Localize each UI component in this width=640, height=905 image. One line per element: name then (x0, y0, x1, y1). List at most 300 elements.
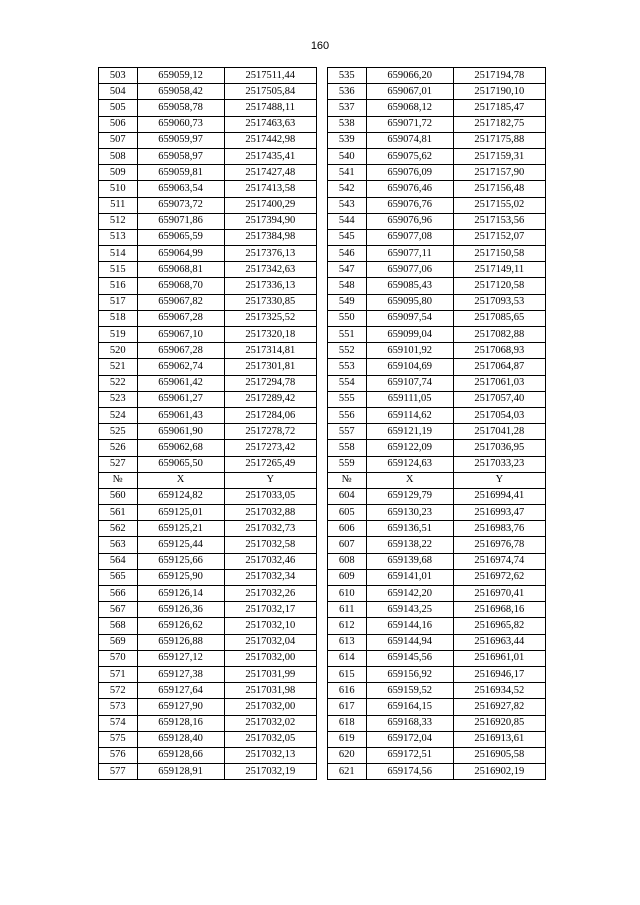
header-num: № (99, 472, 138, 488)
column-gap (316, 537, 327, 553)
left-cell-x: 659058,97 (137, 148, 224, 164)
right-cell-x: 659066,20 (366, 68, 453, 84)
column-gap (316, 699, 327, 715)
column-gap (316, 569, 327, 585)
right-cell-num: 552 (328, 343, 367, 359)
left-cell-y: 2517032,00 (224, 699, 316, 715)
table-row (99, 440, 546, 456)
column-gap (316, 586, 327, 602)
left-cell-num: 506 (99, 116, 138, 132)
right-cell-x: 659085,43 (366, 278, 453, 294)
right-cell-num: 546 (328, 246, 367, 262)
coordinates-section-1 (99, 68, 546, 473)
right-cell-x: 659159,52 (366, 683, 453, 699)
table-row (99, 213, 546, 229)
column-gap (316, 132, 327, 148)
column-gap (316, 197, 327, 213)
left-cell-y: 2517394,90 (224, 213, 316, 229)
coordinates-table (98, 67, 546, 780)
column-gap (316, 100, 327, 116)
table-row (99, 618, 546, 634)
left-cell-y: 2517442,98 (224, 132, 316, 148)
left-cell-num: 508 (99, 148, 138, 164)
right-cell-x: 659144,94 (366, 634, 453, 650)
left-cell-y: 2517033,05 (224, 488, 316, 504)
right-cell-num: 558 (328, 440, 367, 456)
right-cell-y: 2517194,78 (453, 68, 545, 84)
left-cell-num: 523 (99, 391, 138, 407)
right-cell-y: 2516976,78 (453, 537, 545, 553)
left-cell-x: 659073,72 (137, 197, 224, 213)
right-cell-x: 659142,20 (366, 586, 453, 602)
right-cell-y: 2516927,82 (453, 699, 545, 715)
table-row (99, 84, 546, 100)
right-cell-x: 659130,23 (366, 505, 453, 521)
column-gap (316, 521, 327, 537)
column-gap (316, 602, 327, 618)
right-cell-num: 542 (328, 181, 367, 197)
right-cell-y: 2517057,40 (453, 391, 545, 407)
right-cell-num: 544 (328, 213, 367, 229)
table-row (99, 294, 546, 310)
left-cell-y: 2517032,02 (224, 715, 316, 731)
right-cell-y: 2517082,88 (453, 327, 545, 343)
left-cell-x: 659128,66 (137, 747, 224, 763)
left-cell-num: 568 (99, 618, 138, 634)
left-cell-x: 659125,21 (137, 521, 224, 537)
column-gap (316, 327, 327, 343)
left-cell-y: 2517032,88 (224, 505, 316, 521)
right-cell-x: 659074,81 (366, 132, 453, 148)
left-cell-y: 2517505,84 (224, 84, 316, 100)
right-cell-x: 659076,46 (366, 181, 453, 197)
left-cell-y: 2517376,13 (224, 246, 316, 262)
column-gap (316, 424, 327, 440)
table-row (99, 165, 546, 181)
column-gap (316, 181, 327, 197)
column-gap (316, 472, 327, 488)
right-cell-y: 2516946,17 (453, 666, 545, 682)
table-row (99, 488, 546, 504)
left-cell-x: 659127,90 (137, 699, 224, 715)
table-row (99, 391, 546, 407)
left-cell-x: 659061,90 (137, 424, 224, 440)
right-cell-y: 2517175,88 (453, 132, 545, 148)
left-cell-x: 659058,42 (137, 84, 224, 100)
right-cell-y: 2517068,93 (453, 343, 545, 359)
left-cell-num: 525 (99, 424, 138, 440)
right-cell-x: 659172,04 (366, 731, 453, 747)
left-cell-num: 517 (99, 294, 138, 310)
left-cell-x: 659126,36 (137, 602, 224, 618)
left-cell-y: 2517032,73 (224, 521, 316, 537)
left-cell-num: 512 (99, 213, 138, 229)
left-cell-x: 659059,97 (137, 132, 224, 148)
right-cell-y: 2516994,41 (453, 488, 545, 504)
table-row (99, 666, 546, 682)
right-cell-x: 659097,54 (366, 310, 453, 326)
left-cell-y: 2517435,41 (224, 148, 316, 164)
right-cell-num: 610 (328, 586, 367, 602)
left-cell-num: 515 (99, 262, 138, 278)
left-cell-x: 659060,73 (137, 116, 224, 132)
left-cell-num: 571 (99, 666, 138, 682)
right-cell-x: 659124,63 (366, 456, 453, 472)
table-row (99, 68, 546, 84)
coordinates-section-2 (99, 488, 546, 779)
left-cell-num: 526 (99, 440, 138, 456)
column-gap (316, 747, 327, 763)
left-cell-y: 2517032,13 (224, 747, 316, 763)
left-cell-num: 513 (99, 229, 138, 245)
left-cell-x: 659125,44 (137, 537, 224, 553)
right-cell-num: 557 (328, 424, 367, 440)
right-cell-num: 618 (328, 715, 367, 731)
right-cell-y: 2517036,95 (453, 440, 545, 456)
left-cell-x: 659061,42 (137, 375, 224, 391)
left-cell-x: 659126,88 (137, 634, 224, 650)
table-row (99, 424, 546, 440)
left-cell-x: 659128,16 (137, 715, 224, 731)
column-gap (316, 456, 327, 472)
left-cell-y: 2517032,00 (224, 650, 316, 666)
left-cell-num: 527 (99, 456, 138, 472)
table-row (99, 197, 546, 213)
left-cell-x: 659065,50 (137, 456, 224, 472)
left-cell-num: 572 (99, 683, 138, 699)
left-cell-x: 659071,86 (137, 213, 224, 229)
column-gap (316, 213, 327, 229)
left-cell-num: 561 (99, 505, 138, 521)
page-number: 160 (310, 40, 330, 52)
left-cell-x: 659067,10 (137, 327, 224, 343)
right-cell-x: 659114,62 (366, 407, 453, 423)
left-cell-y: 2517032,34 (224, 569, 316, 585)
right-cell-num: 539 (328, 132, 367, 148)
right-cell-num: 606 (328, 521, 367, 537)
left-cell-num: 567 (99, 602, 138, 618)
left-cell-x: 659124,82 (137, 488, 224, 504)
right-cell-y: 2517185,47 (453, 100, 545, 116)
right-cell-x: 659067,01 (366, 84, 453, 100)
column-gap (316, 246, 327, 262)
left-cell-x: 659126,62 (137, 618, 224, 634)
left-cell-num: 504 (99, 84, 138, 100)
right-cell-num: 619 (328, 731, 367, 747)
left-cell-y: 2517032,26 (224, 586, 316, 602)
right-cell-num: 615 (328, 666, 367, 682)
column-gap (316, 84, 327, 100)
right-cell-y: 2516968,16 (453, 602, 545, 618)
left-cell-num: 569 (99, 634, 138, 650)
right-cell-x: 659076,96 (366, 213, 453, 229)
table-row (99, 375, 546, 391)
right-cell-x: 659111,05 (366, 391, 453, 407)
table-row (99, 553, 546, 569)
table-row (99, 407, 546, 423)
table-row (99, 456, 546, 472)
left-cell-y: 2517488,11 (224, 100, 316, 116)
left-cell-y: 2517031,98 (224, 683, 316, 699)
right-cell-y: 2516983,76 (453, 521, 545, 537)
right-cell-y: 2517182,75 (453, 116, 545, 132)
right-cell-num: 549 (328, 294, 367, 310)
left-cell-num: 519 (99, 327, 138, 343)
table-row (99, 747, 546, 763)
right-cell-num: 556 (328, 407, 367, 423)
left-cell-y: 2517294,78 (224, 375, 316, 391)
header-x: X (137, 472, 224, 488)
left-cell-num: 503 (99, 68, 138, 84)
right-cell-x: 659071,72 (366, 116, 453, 132)
table-row (99, 262, 546, 278)
left-cell-num: 516 (99, 278, 138, 294)
table-row (99, 683, 546, 699)
left-cell-num: 511 (99, 197, 138, 213)
column-gap (316, 666, 327, 682)
right-cell-num: 620 (328, 747, 367, 763)
table-row (99, 569, 546, 585)
right-cell-x: 659141,01 (366, 569, 453, 585)
left-cell-num: 521 (99, 359, 138, 375)
column-gap (316, 731, 327, 747)
table-row (99, 634, 546, 650)
right-cell-y: 2517150,58 (453, 246, 545, 262)
left-cell-x: 659126,14 (137, 586, 224, 602)
left-cell-y: 2517032,17 (224, 602, 316, 618)
left-cell-num: 564 (99, 553, 138, 569)
column-gap (316, 618, 327, 634)
right-cell-y: 2516961,01 (453, 650, 545, 666)
header-x: X (366, 472, 453, 488)
right-cell-x: 659095,80 (366, 294, 453, 310)
header-y: Y (453, 472, 545, 488)
right-cell-num: 605 (328, 505, 367, 521)
right-cell-num: 543 (328, 197, 367, 213)
left-cell-x: 659065,59 (137, 229, 224, 245)
left-cell-num: 562 (99, 521, 138, 537)
right-cell-y: 2517093,53 (453, 294, 545, 310)
column-gap (316, 553, 327, 569)
column-gap (316, 262, 327, 278)
right-cell-x: 659077,08 (366, 229, 453, 245)
left-cell-num: 524 (99, 407, 138, 423)
left-cell-y: 2517265,49 (224, 456, 316, 472)
left-cell-x: 659059,81 (137, 165, 224, 181)
column-gap (316, 165, 327, 181)
right-cell-y: 2517190,10 (453, 84, 545, 100)
table-row (99, 246, 546, 262)
table-row (99, 343, 546, 359)
right-cell-num: 553 (328, 359, 367, 375)
left-cell-y: 2517336,13 (224, 278, 316, 294)
left-cell-y: 2517330,85 (224, 294, 316, 310)
left-cell-x: 659125,90 (137, 569, 224, 585)
right-cell-y: 2517120,58 (453, 278, 545, 294)
left-cell-num: 522 (99, 375, 138, 391)
left-cell-y: 2517032,05 (224, 731, 316, 747)
right-cell-y: 2517041,28 (453, 424, 545, 440)
right-cell-num: 613 (328, 634, 367, 650)
left-cell-y: 2517400,29 (224, 197, 316, 213)
left-cell-y: 2517273,42 (224, 440, 316, 456)
left-cell-x: 659062,74 (137, 359, 224, 375)
right-cell-x: 659129,79 (366, 488, 453, 504)
right-cell-y: 2517033,23 (453, 456, 545, 472)
right-cell-y: 2516972,62 (453, 569, 545, 585)
right-cell-num: 541 (328, 165, 367, 181)
right-cell-num: 551 (328, 327, 367, 343)
right-cell-x: 659099,04 (366, 327, 453, 343)
table-row (99, 602, 546, 618)
right-cell-num: 614 (328, 650, 367, 666)
right-cell-num: 545 (328, 229, 367, 245)
left-cell-y: 2517284,06 (224, 407, 316, 423)
right-cell-x: 659143,25 (366, 602, 453, 618)
left-cell-x: 659128,91 (137, 764, 224, 780)
right-cell-y: 2516902,19 (453, 764, 545, 780)
left-cell-x: 659059,12 (137, 68, 224, 84)
right-cell-num: 547 (328, 262, 367, 278)
column-gap (316, 488, 327, 504)
left-cell-num: 509 (99, 165, 138, 181)
header-y: Y (224, 472, 316, 488)
right-cell-x: 659168,33 (366, 715, 453, 731)
right-cell-y: 2516970,41 (453, 586, 545, 602)
left-cell-x: 659058,78 (137, 100, 224, 116)
left-cell-num: 563 (99, 537, 138, 553)
table-row (99, 229, 546, 245)
column-gap (316, 343, 327, 359)
left-cell-y: 2517463,63 (224, 116, 316, 132)
right-cell-num: 535 (328, 68, 367, 84)
right-cell-y: 2517155,02 (453, 197, 545, 213)
right-cell-x: 659101,92 (366, 343, 453, 359)
left-cell-y: 2517289,42 (224, 391, 316, 407)
coordinates-header (99, 472, 546, 488)
right-cell-num: 555 (328, 391, 367, 407)
column-gap (316, 440, 327, 456)
table-row (99, 100, 546, 116)
column-gap (316, 310, 327, 326)
left-cell-num: 520 (99, 343, 138, 359)
right-cell-y: 2517159,31 (453, 148, 545, 164)
right-cell-num: 604 (328, 488, 367, 504)
right-cell-x: 659075,62 (366, 148, 453, 164)
left-cell-x: 659067,28 (137, 310, 224, 326)
left-cell-y: 2517278,72 (224, 424, 316, 440)
table-row (99, 699, 546, 715)
left-cell-num: 570 (99, 650, 138, 666)
table-row (99, 650, 546, 666)
right-cell-num: 608 (328, 553, 367, 569)
left-cell-num: 560 (99, 488, 138, 504)
right-cell-num: 612 (328, 618, 367, 634)
left-cell-y: 2517384,98 (224, 229, 316, 245)
right-cell-x: 659104,69 (366, 359, 453, 375)
right-cell-x: 659174,56 (366, 764, 453, 780)
right-cell-y: 2517153,56 (453, 213, 545, 229)
table-row (99, 327, 546, 343)
left-cell-num: 565 (99, 569, 138, 585)
right-cell-num: 536 (328, 84, 367, 100)
left-cell-y: 2517032,04 (224, 634, 316, 650)
right-cell-y: 2517157,90 (453, 165, 545, 181)
left-cell-x: 659063,54 (137, 181, 224, 197)
right-cell-y: 2517156,48 (453, 181, 545, 197)
right-cell-x: 659164,15 (366, 699, 453, 715)
right-cell-y: 2516934,52 (453, 683, 545, 699)
right-cell-num: 548 (328, 278, 367, 294)
left-cell-num: 576 (99, 747, 138, 763)
column-gap (316, 229, 327, 245)
left-cell-y: 2517342,63 (224, 262, 316, 278)
right-cell-y: 2516965,82 (453, 618, 545, 634)
table-row (99, 132, 546, 148)
right-cell-num: 607 (328, 537, 367, 553)
left-cell-x: 659127,38 (137, 666, 224, 682)
left-cell-num: 575 (99, 731, 138, 747)
left-cell-y: 2517032,58 (224, 537, 316, 553)
header-num: № (328, 472, 367, 488)
right-cell-x: 659172,51 (366, 747, 453, 763)
right-cell-num: 540 (328, 148, 367, 164)
right-cell-y: 2517085,65 (453, 310, 545, 326)
table-row (99, 310, 546, 326)
left-cell-y: 2517032,19 (224, 764, 316, 780)
left-cell-y: 2517314,81 (224, 343, 316, 359)
left-cell-num: 573 (99, 699, 138, 715)
right-cell-x: 659156,92 (366, 666, 453, 682)
column-gap (316, 683, 327, 699)
right-cell-x: 659122,09 (366, 440, 453, 456)
right-cell-num: 611 (328, 602, 367, 618)
right-cell-num: 617 (328, 699, 367, 715)
table-row (99, 116, 546, 132)
table-row (99, 586, 546, 602)
table-row (99, 764, 546, 780)
right-cell-num: 621 (328, 764, 367, 780)
right-cell-x: 659144,16 (366, 618, 453, 634)
left-cell-y: 2517301,81 (224, 359, 316, 375)
column-gap (316, 278, 327, 294)
left-cell-x: 659068,70 (137, 278, 224, 294)
right-cell-num: 609 (328, 569, 367, 585)
right-cell-y: 2516913,61 (453, 731, 545, 747)
left-cell-y: 2517325,52 (224, 310, 316, 326)
right-cell-y: 2517064,87 (453, 359, 545, 375)
left-cell-y: 2517032,46 (224, 553, 316, 569)
right-cell-y: 2516993,47 (453, 505, 545, 521)
right-cell-num: 538 (328, 116, 367, 132)
left-cell-y: 2517511,44 (224, 68, 316, 84)
column-gap (316, 650, 327, 666)
right-cell-x: 659121,19 (366, 424, 453, 440)
table-row (99, 505, 546, 521)
left-cell-num: 566 (99, 586, 138, 602)
right-cell-x: 659068,12 (366, 100, 453, 116)
right-cell-num: 554 (328, 375, 367, 391)
left-cell-y: 2517320,18 (224, 327, 316, 343)
table-row (99, 521, 546, 537)
left-cell-num: 574 (99, 715, 138, 731)
table-row (99, 537, 546, 553)
right-cell-y: 2516963,44 (453, 634, 545, 650)
column-gap (316, 505, 327, 521)
right-cell-y: 2516974,74 (453, 553, 545, 569)
left-cell-x: 659127,64 (137, 683, 224, 699)
right-cell-x: 659138,22 (366, 537, 453, 553)
